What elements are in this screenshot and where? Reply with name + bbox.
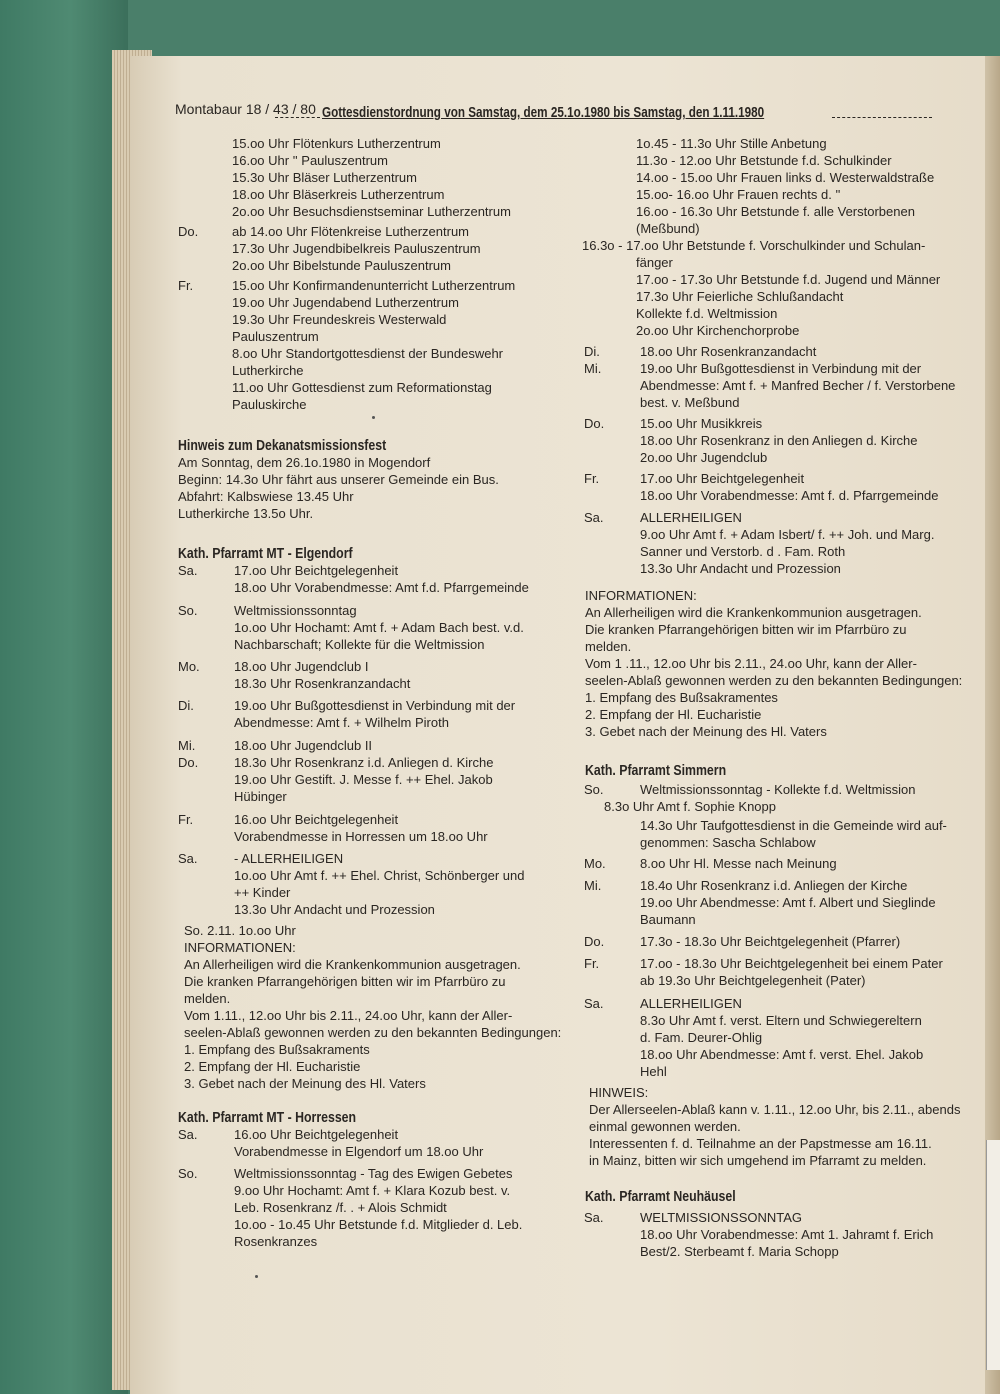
schedule-line: 11.oo Uhr Gottesdienst zum Reformationstag [232, 380, 492, 395]
schedule-line: 18.oo Uhr Vorabendmesse: Amt f.d. Pfarrgemeinde [234, 580, 529, 595]
schedule-line: 16.oo Uhr Beichtgelegenheit [234, 812, 399, 827]
schedule-line: 18.oo Uhr Bläserkreis Lutherzentrum [232, 187, 445, 202]
speck [255, 1275, 258, 1278]
schedule-line: 19.oo Uhr Bußgottesdienst in Verbindung mit der [234, 698, 516, 713]
section-heading: Kath. Pfarramt MT - Horressen [178, 1110, 357, 1126]
schedule-line: 2o.oo Uhr Jugendclub [640, 450, 768, 465]
day-label: Mi. [178, 738, 196, 753]
schedule-line: 2o.oo Uhr Bibelstunde Pauluszentrum [232, 258, 451, 273]
schedule-line: Lutherkirche 13.5o Uhr. [178, 506, 314, 521]
schedule-line: Leb. Rosenkranz /f. . + Alois Schmidt [234, 1200, 447, 1215]
schedule-line: 18.oo Uhr Vorabendmesse: Amt 1. Jahramt f. Erich [640, 1227, 934, 1242]
day-label: Do. [178, 224, 199, 239]
day-label: Do. [584, 416, 605, 431]
schedule-line: INFORMATIONEN: [184, 940, 296, 955]
day-label: Sa. [178, 563, 198, 578]
schedule-line: 17.oo Uhr Beichtgelegenheit [234, 563, 399, 578]
schedule-line: 19.oo Uhr Jugendabend Lutherzentrum [232, 295, 459, 310]
schedule-line: d. Fam. Deurer-Ohlig [640, 1030, 763, 1045]
schedule-line: HINWEIS: [589, 1085, 649, 1100]
day-label: Fr. [178, 278, 194, 293]
schedule-line: 8.3o Uhr Amt f. verst. Eltern und Schwiegereltern [640, 1013, 922, 1028]
day-label: Do. [178, 755, 199, 770]
schedule-line: 19.3o Uhr Freundeskreis Westerwald [232, 312, 447, 327]
day-label: Mi. [584, 361, 602, 376]
day-label: So. [178, 603, 198, 618]
schedule-line: fänger [636, 255, 673, 270]
schedule-line: 2o.oo Uhr Besuchsdienstseminar Lutherzentrum [232, 204, 511, 219]
schedule-line: 17.3o Uhr Feierliche Schlußandacht [636, 289, 844, 304]
schedule-line: 15.oo Uhr Flötenkurs Lutherzentrum [232, 136, 441, 151]
schedule-line: 15.oo Uhr Konfirmandenunterricht Lutherzentrum [232, 278, 516, 293]
schedule-line: 16.3o - 17.oo Uhr Betstunde f. Vorschulkinder und Schulan- [582, 238, 926, 253]
schedule-line: Pauluskirche [232, 397, 307, 412]
day-label: Do. [584, 934, 605, 949]
schedule-line: INFORMATIONEN: [585, 588, 697, 603]
schedule-line: Abfahrt: Kalbswiese 13.45 Uhr [178, 489, 354, 504]
schedule-line: ALLERHEILIGEN [640, 996, 742, 1011]
schedule-line: 13.3o Uhr Andacht und Prozession [640, 561, 841, 576]
schedule-line: 18.oo Uhr Abendmesse: Amt f. verst. Ehel. Jakob [640, 1047, 924, 1062]
paper-strip [986, 1140, 1000, 1370]
schedule-line: Lutherkirche [232, 363, 304, 378]
schedule-line: 18.oo Uhr Rosenkranzandacht [640, 344, 817, 359]
schedule-line: 16.oo Uhr Beichtgelegenheit [234, 1127, 399, 1142]
schedule-line: 1o.oo Uhr Hochamt: Amt f. + Adam Bach best. v.d. [234, 620, 524, 635]
schedule-line: 1o.45 - 11.3o Uhr Stille Anbetung [636, 136, 827, 151]
schedule-line: 1. Empfang des Bußsakraments [184, 1042, 370, 1057]
schedule-line: Nachbarschaft; Kollekte für die Weltmission [234, 637, 485, 652]
schedule-line: 14.oo - 15.oo Uhr Frauen links d. Westerwaldstraße [636, 170, 935, 185]
schedule-line: Vom 1 .11., 12.oo Uhr bis 2.11., 24.oo Uhr, kann der Aller- [585, 656, 917, 671]
schedule-line: 18.3o Uhr Rosenkranz i.d. Anliegen d. Kirche [234, 755, 494, 770]
schedule-line: 15.oo Uhr Musikkreis [640, 416, 763, 431]
schedule-line: 15.3o Uhr Bläser Lutherzentrum [232, 170, 417, 185]
schedule-line: genommen: Sascha Schlabow [640, 835, 816, 850]
schedule-line: An Allerheiligen wird die Krankenkommunion ausgetragen. [184, 957, 521, 972]
day-label: Fr. [584, 956, 600, 971]
day-label: Mo. [584, 856, 606, 871]
schedule-line: 2. Empfang der Hl. Eucharistie [184, 1059, 361, 1074]
day-label: Sa. [584, 510, 604, 525]
schedule-line: Weltmissionssonntag [234, 603, 357, 618]
schedule-line: 17.3o - 18.3o Uhr Beichtgelegenheit (Pfarrer) [640, 934, 901, 949]
schedule-line: Pauluszentrum [232, 329, 319, 344]
speck [372, 416, 375, 419]
schedule-line: in Mainz, bitten wir sich umgehend im Pfarramt zu melden. [589, 1153, 927, 1168]
schedule-line: seelen-Ablaß gewonnen werden zu den bekannten Bedingungen: [184, 1025, 562, 1040]
day-label: So. [584, 782, 604, 797]
header-reference: Montabaur 18 / 43 / 80 [175, 101, 316, 117]
schedule-line: Abendmesse: Amt f. + Manfred Becher / f. Verstorbene [640, 378, 956, 393]
schedule-line: Der Allerseelen-Ablaß kann v. 1.11., 12.oo Uhr, bis 2.11., abends [589, 1102, 961, 1117]
schedule-line: 1. Empfang des Bußsakramentes [585, 690, 778, 705]
schedule-line: 8.3o Uhr Amt f. Sophie Knopp [604, 799, 776, 814]
schedule-line: ++ Kinder [234, 885, 291, 900]
schedule-line: 17.oo - 18.3o Uhr Beichtgelegenheit bei einem Pater [640, 956, 943, 971]
header-dash-right [832, 117, 932, 118]
schedule-line: 13.3o Uhr Andacht und Prozession [234, 902, 435, 917]
schedule-line: WELTMISSIONSSONNTAG [640, 1210, 803, 1225]
schedule-line: 18.oo Uhr Vorabendmesse: Amt f. d. Pfarrgemeinde [640, 488, 939, 503]
schedule-line: Hehl [640, 1064, 667, 1079]
day-label: Di. [584, 344, 600, 359]
schedule-line: 9.oo Uhr Amt f. + Adam Isbert/ f. ++ Joh. und Marg. [640, 527, 935, 542]
section-heading: Hinweis zum Dekanatsmissionsfest [178, 438, 387, 454]
book-binding [0, 0, 128, 1394]
schedule-line: einmal gewonnen werden. [589, 1119, 741, 1134]
schedule-line: Vom 1.11., 12.oo Uhr bis 2.11., 24.oo Uhr, kann der Aller- [184, 1008, 513, 1023]
schedule-line: 15.oo- 16.oo Uhr Frauen rechts d. '' [636, 187, 841, 202]
section-heading: Kath. Pfarramt MT - Elgendorf [178, 546, 353, 562]
schedule-line: 2. Empfang der Hl. Eucharistie [585, 707, 762, 722]
schedule-line: 18.oo Uhr Jugendclub I [234, 659, 369, 674]
schedule-line: Die kranken Pfarrangehörigen bitten wir im Pfarrbüro zu [184, 974, 506, 989]
schedule-line: An Allerheiligen wird die Krankenkommunion ausgetragen. [585, 605, 922, 620]
schedule-line: 17.oo - 17.3o Uhr Betstunde f.d. Jugend und Männer [636, 272, 941, 287]
schedule-line: Die kranken Pfarrangehörigen bitten wir im Pfarrbüro zu [585, 622, 907, 637]
schedule-line: Weltmissionssonntag - Kollekte f.d. Weltmission [640, 782, 916, 797]
schedule-line: 17.3o Uhr Jugendbibelkreis Pauluszentrum [232, 241, 481, 256]
schedule-line: (Meßbund) [636, 221, 700, 236]
day-label: So. [178, 1166, 198, 1181]
schedule-line: 19.oo Uhr Bußgottesdienst in Verbindung mit der [640, 361, 922, 376]
schedule-line: 18.oo Uhr Jugendclub II [234, 738, 373, 753]
schedule-line: ab 14.oo Uhr Flötenkreise Lutherzentrum [232, 224, 470, 239]
header-dash-left [275, 117, 320, 118]
schedule-line: 16.oo - 16.3o Uhr Betstunde f. alle Verstorbenen [636, 204, 915, 219]
schedule-line: Interessenten f. d. Teilnahme an der Papstmesse am 16.11. [589, 1136, 932, 1151]
schedule-line: 3. Gebet nach der Meinung des Hl. Vaters [585, 724, 827, 739]
day-label: Sa. [178, 851, 198, 866]
day-label: Fr. [178, 812, 194, 827]
schedule-line: 19.oo Uhr Gestift. J. Messe f. ++ Ehel. Jakob [234, 772, 493, 787]
page-title: Gottesdienstordnung von Samstag, dem 25.1o.1980 bis Samstag, den 1.11.1980 [322, 104, 765, 121]
schedule-line: 17.oo Uhr Beichtgelegenheit [640, 471, 805, 486]
schedule-line: Hübinger [234, 789, 287, 804]
schedule-line: 9.oo Uhr Hochamt: Amt f. + Klara Kozub best. v. [234, 1183, 511, 1198]
schedule-line: 1o.oo - 1o.45 Uhr Betstunde f.d. Mitglieder d. Leb. [234, 1217, 523, 1232]
schedule-line: 2o.oo Uhr Kirchenchorprobe [636, 323, 800, 338]
day-label: Mi. [584, 878, 602, 893]
schedule-line: melden. [184, 991, 231, 1006]
schedule-line: 11.3o - 12.oo Uhr Betstunde f.d. Schulkinder [636, 153, 892, 168]
schedule-line: 8.oo Uhr Hl. Messe nach Meinung [640, 856, 837, 871]
day-label: Sa. [584, 996, 604, 1011]
schedule-line: Am Sonntag, dem 26.1o.1980 in Mogendorf [178, 455, 431, 470]
schedule-line: Baumann [640, 912, 696, 927]
schedule-line: Kollekte f.d. Weltmission [636, 306, 778, 321]
schedule-line: ALLERHEILIGEN [640, 510, 742, 525]
section-heading: Kath. Pfarramt Simmern [585, 763, 727, 779]
day-label: Mo. [178, 659, 200, 674]
schedule-line: Best/2. Sterbeamt f. Maria Schopp [640, 1244, 839, 1259]
schedule-line: 8.oo Uhr Standortgottesdienst der Bundeswehr [232, 346, 504, 361]
schedule-line: Abendmesse: Amt f. + Wilhelm Piroth [234, 715, 449, 730]
schedule-line: - ALLERHEILIGEN [234, 851, 344, 866]
section-heading: Kath. Pfarramt Neuhäusel [585, 1189, 736, 1205]
schedule-line: So. 2.11. 1o.oo Uhr [184, 923, 296, 938]
schedule-line: Weltmissionssonntag - Tag des Ewigen Gebetes [234, 1166, 513, 1181]
schedule-line: 1o.oo Uhr Amt f. ++ Ehel. Christ, Schönberger und [234, 868, 525, 883]
schedule-line: 16.oo Uhr '' Pauluszentrum [232, 153, 388, 168]
schedule-line: Sanner und Verstorb. d . Fam. Roth [640, 544, 846, 559]
schedule-line: best. v. Meßbund [640, 395, 740, 410]
schedule-line: 3. Gebet nach der Meinung des Hl. Vaters [184, 1076, 426, 1091]
day-label: Sa. [178, 1127, 198, 1142]
day-label: Di. [178, 698, 194, 713]
schedule-line: 18.4o Uhr Rosenkranz i.d. Anliegen der Kirche [640, 878, 908, 893]
schedule-line: 19.oo Uhr Abendmesse: Amt f. Albert und Sieglinde [640, 895, 936, 910]
day-label: Fr. [584, 471, 600, 486]
schedule-line: Vorabendmesse in Elgendorf um 18.oo Uhr [234, 1144, 484, 1159]
schedule-line: ab 19.3o Uhr Beichtgelegenheit (Pater) [640, 973, 866, 988]
schedule-line: seelen-Ablaß gewonnen werden zu den bekannten Bedingungen: [585, 673, 963, 688]
schedule-line: 14.3o Uhr Taufgottesdienst in die Gemeinde wird auf- [640, 818, 947, 833]
schedule-line: melden. [585, 639, 632, 654]
schedule-line: 18.oo Uhr Rosenkranz in den Anliegen d. Kirche [640, 433, 918, 448]
schedule-line: 18.3o Uhr Rosenkranzandacht [234, 676, 411, 691]
day-label: Sa. [584, 1210, 604, 1225]
schedule-line: Rosenkranzes [234, 1234, 318, 1249]
schedule-line: Beginn: 14.3o Uhr fährt aus unserer Gemeinde ein Bus. [178, 472, 499, 487]
schedule-line: Vorabendmesse in Horressen um 18.oo Uhr [234, 829, 488, 844]
